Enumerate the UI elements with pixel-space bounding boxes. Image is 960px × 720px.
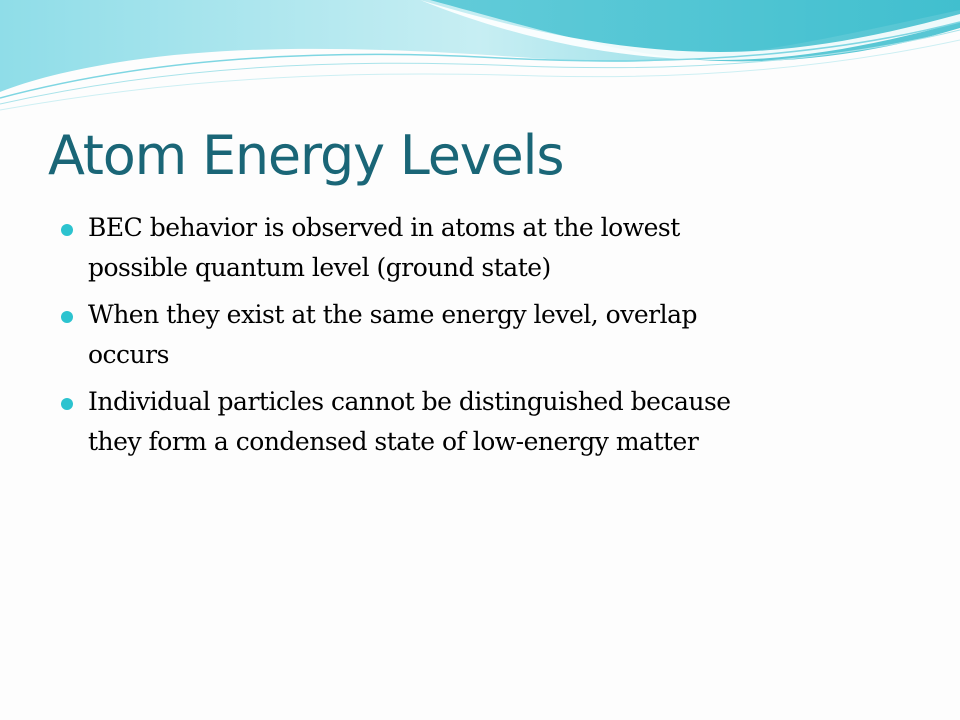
- bullet-item: [61, 208, 921, 288]
- bullet-dot-icon: [61, 398, 73, 410]
- slide-title: Atom Energy Levels: [48, 124, 564, 187]
- bullet-list: [61, 208, 921, 469]
- bullet-item: [61, 295, 921, 375]
- bullet-item: [61, 382, 921, 462]
- bullet-dot-icon: [61, 224, 73, 236]
- bullet-text-line: occurs: [88, 340, 169, 369]
- bullet-text-line: When they exist at the same energy level, overlap: [88, 300, 697, 329]
- bullet-text-line: possible quantum level (ground state): [88, 253, 551, 282]
- bullet-text-line: they form a condensed state of low-energy matter: [88, 427, 699, 456]
- bullet-dot-icon: [61, 311, 73, 323]
- bullet-text-line: BEC behavior is observed in atoms at the lowest: [88, 213, 680, 242]
- bullet-text-line: Individual particles cannot be distinguished because: [88, 387, 731, 416]
